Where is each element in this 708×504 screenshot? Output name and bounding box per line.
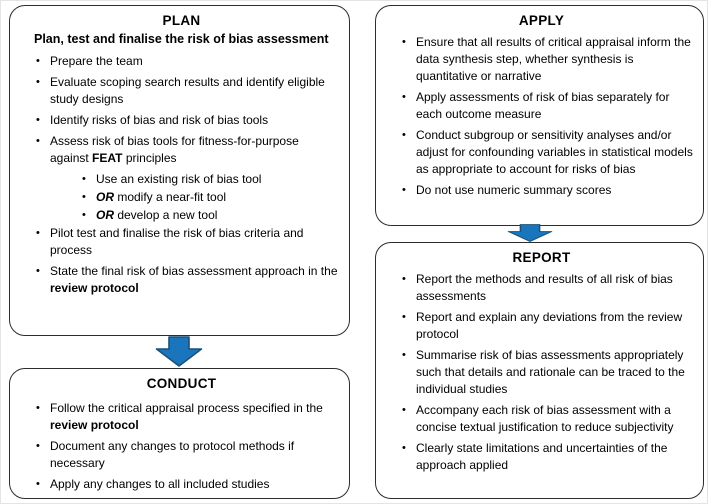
bullet-marker: • xyxy=(36,227,40,240)
bullet-item xyxy=(390,440,693,474)
bullet-text: Pilot test and finalise the risk of bias criteria and process xyxy=(50,226,304,258)
bullet-marker: • xyxy=(36,113,40,126)
box-subtitle-plan: Plan, test and finalise the risk of bias assessment xyxy=(34,32,329,46)
bullet-item xyxy=(24,476,339,493)
bullet-marker: • xyxy=(82,173,86,186)
bullet-text: Use an existing risk of bias tool xyxy=(96,172,262,187)
bullet-marker: • xyxy=(36,402,40,414)
bullet-item xyxy=(24,438,339,472)
bullet-text: Conduct subgroup or sensitivity analyses and/or adjust for confounding variables in statistical models as appropriate to account for risks of bias xyxy=(416,128,693,177)
bullet-marker: • xyxy=(36,478,40,491)
bullet-text: Prepare the team xyxy=(50,53,143,68)
bullet-item xyxy=(24,74,339,108)
bullet-marker: • xyxy=(402,349,406,362)
bullet-marker: • xyxy=(402,311,406,324)
bullet-text: Assess risk of bias tools for fitness-for-purpose against FEAT principles xyxy=(50,134,299,166)
bullet-text: Summarise risk of bias assessments appropriately such that details and rationale can be traced to the individual studies xyxy=(416,348,685,397)
bullet-marker: • xyxy=(36,135,40,148)
bullet-item xyxy=(24,225,339,259)
bullet-item xyxy=(24,400,339,434)
bullet-item xyxy=(390,271,693,305)
bullet-item xyxy=(390,347,693,398)
bullet-text: Ensure that all results of critical appraisal inform the data synthesis step, whether synthesis is quantitative or narrative xyxy=(416,35,691,84)
box-apply xyxy=(375,5,704,226)
bullet-item xyxy=(390,34,693,85)
bullet-item xyxy=(24,133,339,167)
bullet-item xyxy=(390,309,693,343)
bullet-text: Document any changes to protocol methods if necessary xyxy=(50,439,295,471)
bullet-text: Report the methods and results of all risk of bias assessments xyxy=(416,272,673,304)
bullet-text: Apply assessments of risk of bias separately for each outcome measure xyxy=(416,90,670,122)
bullet-item xyxy=(24,189,339,206)
bullet-text: Apply any changes to all included studies xyxy=(50,477,270,492)
bullet-text: Report and explain any deviations from the review protocol xyxy=(416,310,683,342)
bullet-item xyxy=(24,207,339,224)
bullet-item xyxy=(390,89,693,123)
bullet-item xyxy=(390,182,693,199)
bullet-marker: • xyxy=(402,91,406,104)
box-title-plan: PLAN xyxy=(162,13,201,28)
bullet-item xyxy=(390,127,693,178)
bullet-text: State the final risk of bias assessment approach in the review protocol xyxy=(50,264,338,296)
bullet-marker: • xyxy=(36,440,40,453)
bullet-marker: • xyxy=(82,191,86,204)
bullet-item xyxy=(24,112,339,129)
box-title-conduct: CONDUCT xyxy=(146,376,217,391)
bullet-list xyxy=(390,271,693,474)
bullet-text: Identify risks of bias and risk of bias tools xyxy=(50,112,269,127)
bullet-text: Accompany each risk of bias assessment with a concise textual justification to reduce subjectivity xyxy=(416,403,674,435)
bullet-marker: • xyxy=(402,442,406,455)
down-arrow-plan-to-conduct xyxy=(155,336,203,367)
down-arrow-shape xyxy=(157,337,202,366)
bullet-text: Follow the critical appraisal process specified in the review protocol xyxy=(50,401,323,433)
bullet-marker: • xyxy=(402,404,406,417)
bullet-marker: • xyxy=(36,265,40,278)
box-title-apply: APPLY xyxy=(518,13,565,28)
bullet-marker: • xyxy=(402,184,406,197)
bullet-item xyxy=(24,171,339,188)
bullet-list xyxy=(390,34,693,199)
bullet-marker: • xyxy=(402,36,406,48)
box-report xyxy=(375,242,704,499)
bullet-list xyxy=(24,400,339,493)
bullet-text: OR modify a near-fit tool xyxy=(96,190,227,205)
box-title-report: REPORT xyxy=(512,250,571,265)
bullet-marker: • xyxy=(402,129,406,142)
bullet-marker: • xyxy=(36,75,40,88)
box-conduct xyxy=(9,368,350,499)
bullet-item xyxy=(24,263,339,297)
bullet-item xyxy=(24,53,339,70)
bullet-list xyxy=(24,53,339,297)
bullet-text: Evaluate scoping search results and identify eligible study designs xyxy=(50,74,325,106)
bullet-text: OR develop a new tool xyxy=(96,208,218,223)
bullet-marker: • xyxy=(402,273,406,285)
down-arrow-apply-to-report xyxy=(507,224,553,242)
bullet-item xyxy=(390,402,693,436)
bullet-marker: • xyxy=(36,54,40,67)
down-arrow-shape xyxy=(508,225,551,242)
box-plan xyxy=(9,5,350,336)
bullet-text: Clearly state limitations and uncertainties of the approach applied xyxy=(416,441,668,473)
bullet-text: Do not use numeric summary scores xyxy=(416,183,612,198)
bullet-marker: • xyxy=(82,209,86,222)
